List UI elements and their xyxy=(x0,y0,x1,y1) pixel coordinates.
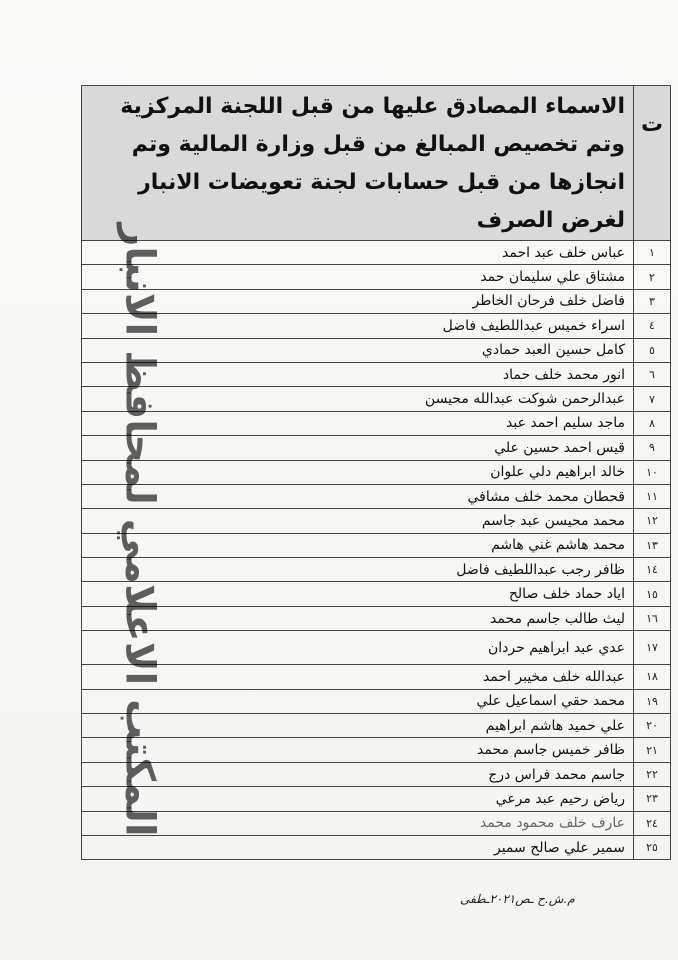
table-row xyxy=(82,289,671,313)
row-name: عبدالله خلف مخيبر احمد xyxy=(82,665,634,689)
table-header-row xyxy=(82,86,671,241)
row-number: ٢ xyxy=(634,265,671,289)
row-number: ٨ xyxy=(634,411,671,435)
table-row xyxy=(82,835,671,859)
row-name: محمد هاشم غني هاشم xyxy=(82,533,634,557)
row-name: اسراء خميس عبداللطيف فاضل xyxy=(82,314,634,338)
row-number: ٢١ xyxy=(634,738,671,762)
table-row xyxy=(82,762,671,786)
row-name: محمد حقي اسماعيل علي xyxy=(82,689,634,713)
row-number: ٧ xyxy=(634,387,671,411)
row-name: علي حميد هاشم ابراهيم xyxy=(82,714,634,738)
watermark-text: المكتب الاعلامي لمحافظ الانبار xyxy=(117,223,163,837)
row-name: فاضل خلف فرحان الخاطر xyxy=(82,289,634,313)
row-number: ٦ xyxy=(634,362,671,386)
row-number: ٣ xyxy=(634,289,671,313)
table-row xyxy=(82,582,671,606)
table-row xyxy=(82,811,671,835)
row-name: محمد محيسن عبد جاسم xyxy=(82,509,634,533)
row-number: ١٧ xyxy=(634,631,671,665)
table-row xyxy=(82,436,671,460)
table-row xyxy=(82,689,671,713)
row-number: ١٦ xyxy=(634,606,671,630)
row-name: عباس خلف عبد احمد xyxy=(82,241,634,265)
row-number: ٢٢ xyxy=(634,762,671,786)
row-number: ٥ xyxy=(634,338,671,362)
row-name: عدي عبد ابراهيم حردان xyxy=(82,631,634,665)
table-title: الاسماء المصادق عليها من قبل اللجنة المركزية وتم تخصيص المبالغ من قبل وزارة المالية وتم انجازها من قبل حسابات لجنة تعويضات الانبار لغرض الصرف xyxy=(82,86,634,241)
row-name: ماجد سليم احمد عبد xyxy=(82,411,634,435)
table-row xyxy=(82,411,671,435)
row-number: ١٢ xyxy=(634,509,671,533)
table-row xyxy=(82,787,671,811)
table-row xyxy=(82,241,671,265)
row-number: ٢٤ xyxy=(634,811,671,835)
row-name: سمير علي صالح سمير xyxy=(82,835,634,859)
row-number: ١٩ xyxy=(634,689,671,713)
row-name: انور محمد خلف حماد xyxy=(82,362,634,386)
row-number: ١٣ xyxy=(634,533,671,557)
footer-note: م.ش.ح ـص٢٠٢١ـطفى xyxy=(460,892,575,906)
table-row xyxy=(82,387,671,411)
row-number: ١٤ xyxy=(634,558,671,582)
table-row xyxy=(82,665,671,689)
row-name: ظافر رجب عبداللطيف فاضل xyxy=(82,558,634,582)
row-name: عارف خلف محمود محمد xyxy=(82,811,634,835)
row-number: ٤ xyxy=(634,314,671,338)
row-number: ٩ xyxy=(634,436,671,460)
row-number: ٢٥ xyxy=(634,835,671,859)
row-name: رياض رحيم عبد مرعي xyxy=(82,787,634,811)
table-row xyxy=(82,631,671,665)
row-number: ١٥ xyxy=(634,582,671,606)
table-row xyxy=(82,484,671,508)
row-number: ١٨ xyxy=(634,665,671,689)
row-number: ٢٣ xyxy=(634,787,671,811)
row-name: كامل حسين العبد حمادي xyxy=(82,338,634,362)
row-name: قيس احمد حسين علي xyxy=(82,436,634,460)
table-row xyxy=(82,362,671,386)
row-name: جاسم محمد فراس درج xyxy=(82,762,634,786)
row-name: اياد حماد خلف صالح xyxy=(82,582,634,606)
table-row xyxy=(82,738,671,762)
table-row xyxy=(82,338,671,362)
number-column-header: ت xyxy=(634,86,671,241)
row-name: ليث طالب جاسم محمد xyxy=(82,606,634,630)
table-row xyxy=(82,314,671,338)
row-name: قحطان محمد خلف مشافي xyxy=(82,484,634,508)
names-table xyxy=(81,85,671,860)
table-row xyxy=(82,606,671,630)
table-row xyxy=(82,509,671,533)
row-name: مشتاق علي سليمان حمد xyxy=(82,265,634,289)
table-row xyxy=(82,558,671,582)
row-name: عبدالرحمن شوكت عبدالله محيسن xyxy=(82,387,634,411)
row-number: ١٠ xyxy=(634,460,671,484)
row-number: ١١ xyxy=(634,484,671,508)
table-row xyxy=(82,714,671,738)
table-row xyxy=(82,265,671,289)
row-name: خالد ابراهيم دلي علوان xyxy=(82,460,634,484)
row-number: ٢٠ xyxy=(634,714,671,738)
table-row xyxy=(82,533,671,557)
row-name: ظافر خميس جاسم محمد xyxy=(82,738,634,762)
row-number: ١ xyxy=(634,241,671,265)
table-row xyxy=(82,460,671,484)
